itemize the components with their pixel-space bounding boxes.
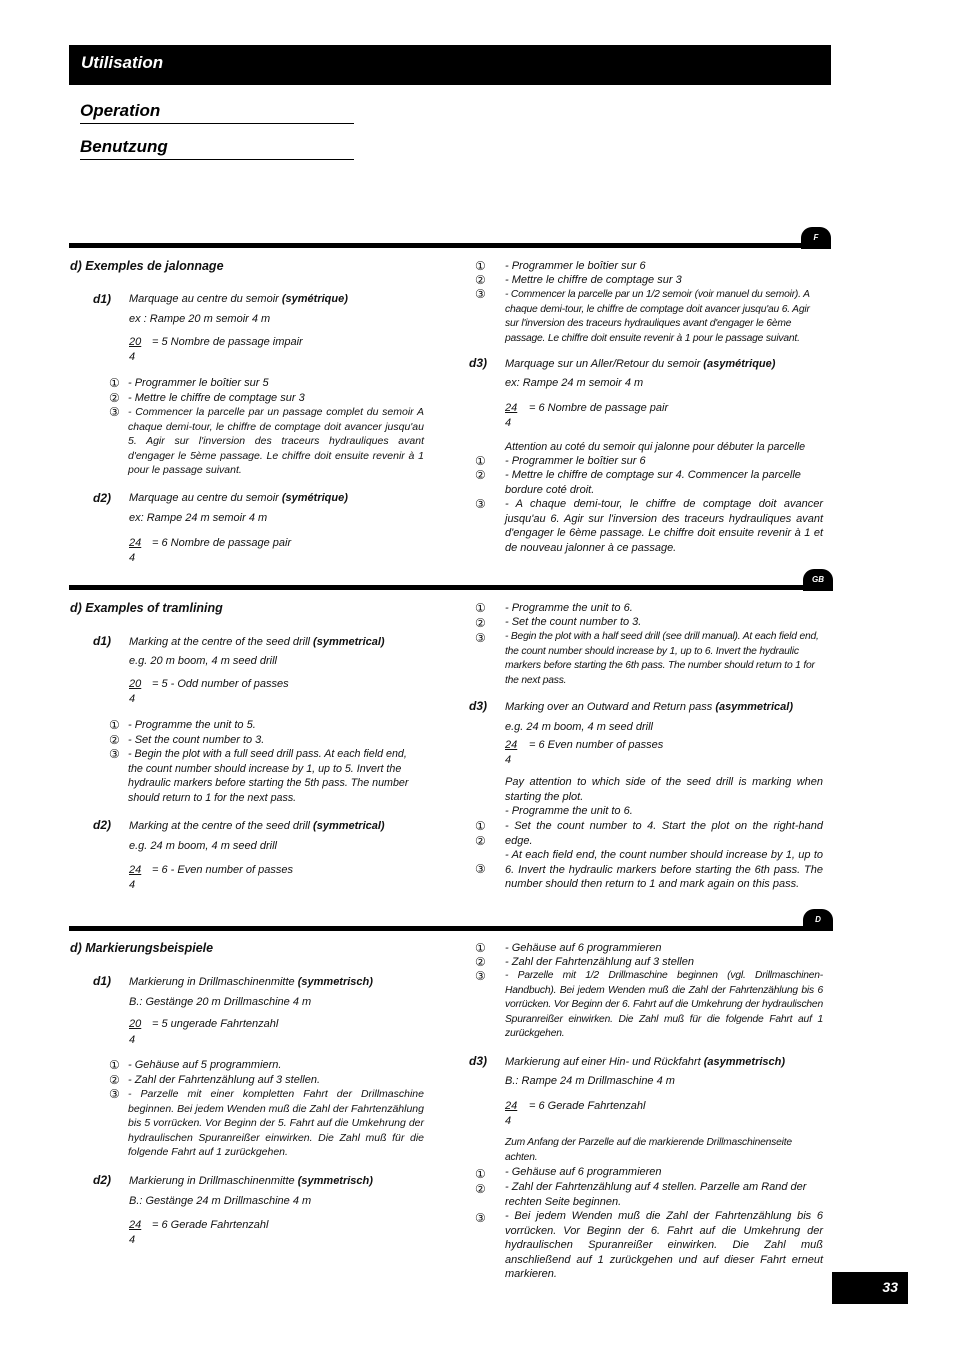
step-marker-2: ②: [475, 955, 486, 969]
d3-note-gb: Pay attention to which side of the seed drill is marking when starting the plot.: [505, 776, 823, 803]
d2-denominator-gb: 4: [129, 879, 136, 891]
d1-example-fr: ex : Rampe 20 m semoir 4 m: [129, 313, 271, 325]
d1-numerator-fr: 20: [129, 336, 142, 348]
d3-bold: (asymmetrisch): [703, 1056, 786, 1068]
d2-step1-fr: - Programmer le boîtier sur 6: [505, 260, 646, 272]
d3-step3-de: - Bei jedem Wenden muß die Zahl der Fahrtenzählung bis 6 vorrücken. Vor Beginn der 6. Fahrt auf die Umkehrung der hydraulischen Spuranreißer einwirken. Die Zahl muß anschließend auf 1 zurückgehen und auf dieser Fahrt erneut markieren.: [505, 1210, 823, 1280]
step-marker-2: ②: [109, 391, 120, 405]
d3-text: Marking over an Outward and Return pass: [505, 701, 716, 713]
d1-step1-fr: - Programmer le boîtier sur 5: [128, 377, 269, 389]
d2-text: Markierung in Drillmaschinenmitte: [129, 1175, 298, 1187]
d2-numerator-fr: 24: [129, 537, 142, 549]
d2-text: Marking at the centre of the seed drill: [129, 820, 314, 832]
d1-example-gb: e.g. 20 m boom, 4 m seed drill: [129, 655, 277, 667]
section-divider-d: [69, 926, 831, 931]
step-marker-2: ②: [109, 1073, 120, 1087]
d1-step3-gb: - Begin the plot with a full seed drill pass. At each field end, the count number should increase by 1, up to 5. Invert the hydraulic markers before starting the 5th pass. The number should return to 1 for the next pass.: [128, 748, 409, 804]
d3-bold: (asymmetrical): [715, 701, 793, 713]
d1-step3-fr: - Commencer la parcelle par un passage complet du semoir A chaque demi-tour, le chiffre de comptage doit avancer jusqu'au 5. Agir sur l'inversion des traceurs hydrauliques avant d'engager le 5ème passage. Le chiffre doit ensuite revenir à 1 pour le passage suivant.: [128, 406, 424, 476]
section-title-de: d) Markierungsbeispiele: [70, 941, 214, 955]
d1-step1-gb: - Programme the unit to 5.: [128, 719, 256, 731]
d2-result-gb: = 6 - Even number of passes: [152, 864, 293, 876]
step-marker-1: ①: [475, 819, 486, 833]
d2-example-fr: ex: Rampe 24 m semoir 4 m: [129, 512, 268, 524]
d1-step2-gb: - Set the count number to 3.: [128, 734, 265, 746]
step-marker-1: ①: [109, 718, 120, 732]
step-marker-1: ①: [475, 259, 486, 273]
language-tab-d: D: [803, 909, 833, 931]
d1-bold: (symmetrisch): [297, 976, 373, 988]
d3-example-fr: ex: Rampe 24 m semoir 4 m: [505, 377, 644, 389]
d3-step2-gb: - At each field end, the count number should increase by 1, up to 6. Invert the hydraulic markers before starting the 6th pass. The number should then return to 1 and mark again on this pass.: [505, 849, 823, 890]
step-marker-2: ②: [475, 273, 486, 287]
d3-heading-fr: [505, 357, 775, 372]
step-marker-3: ③: [475, 1211, 486, 1225]
d2-denominator-fr: 4: [129, 552, 136, 564]
d3-step1-gb: - Set the count number to 4. Start the plot on the right-hand edge.: [505, 820, 823, 847]
d2-step2-de: - Zahl der Fahrtenzählung auf 3 stellen: [505, 956, 694, 968]
step-marker-2: ②: [109, 733, 120, 747]
d2-numerator-gb: 24: [129, 864, 142, 876]
d2-step3-fr: - Commencer la parcelle par un 1/2 semoir (voir manuel du semoir). A chaque demi-tour, le chiffre de comptage doit avancer jusqu'au 6. Agir sur l'inversion des traceurs hydrauliques avant d'engager le 6ème passage. Le chiffre doit ensuite revenir à 1 pour le passage suivant.: [505, 289, 810, 344]
step-marker-2: ②: [475, 616, 486, 630]
step-marker-1: ①: [475, 601, 486, 615]
d1-step2-fr: - Mettre le chiffre de comptage sur 3: [128, 392, 305, 404]
d2-bold: (symétrique): [281, 492, 348, 504]
step-marker-3: ③: [109, 1087, 120, 1101]
step-marker-1: ①: [109, 376, 120, 390]
d3-result-fr: = 6 Nombre de passage pair: [529, 402, 669, 414]
d1-step2-de: - Zahl der Fahrtenzählung auf 3 stellen.: [128, 1074, 321, 1086]
d2-heading-de: [129, 1174, 373, 1189]
d2-step3-gb: - Begin the plot with a half seed drill (see drill manual). At each field end, the count number should increase by 1, up to 6. Invert the hydraulic markers before starting the 6th pass. The number should return to 1 for the next pass.: [505, 631, 819, 686]
d1-label-fr: d1): [93, 292, 111, 306]
d1-label-gb: d1): [93, 634, 111, 648]
step-marker-2: ②: [475, 468, 486, 482]
d1-numerator-de: 20: [129, 1018, 142, 1030]
d3-numerator-fr: 24: [505, 402, 518, 414]
d3-step2-de: - Zahl der Fahrtenzählung auf 4 stellen. Parzelle am Rand der rechten Seite beginnen.: [505, 1181, 807, 1208]
d3-label-de: d3): [469, 1054, 487, 1068]
page-number: 33: [832, 1272, 908, 1304]
header-bar: [69, 45, 831, 85]
step-marker-2: ②: [475, 1182, 486, 1196]
section-title-gb: d) Examples of tramlining: [70, 601, 223, 615]
d3-bold: (asymétrique): [703, 358, 776, 370]
d3-numerator-de: 24: [505, 1100, 518, 1112]
step-marker-3: ③: [475, 497, 486, 511]
d1-text: Marking at the centre of the seed drill: [129, 636, 314, 648]
d1-heading-fr: [129, 292, 348, 307]
d3-note-de: Zum Anfang der Parzelle auf die markierende Drillmaschinenseite achten.: [505, 1137, 792, 1163]
d3-text: Markierung auf einer Hin- und Rückfahrt: [505, 1056, 704, 1068]
language-tab-f: F: [801, 227, 831, 249]
step-marker-3: ③: [109, 747, 120, 761]
d1-numerator-gb: 20: [129, 678, 142, 690]
d3-label-fr: d3): [469, 356, 487, 370]
d3-result-gb: = 6 Even number of passes: [529, 739, 664, 751]
d1-step1-de: - Gehäuse auf 5 programmiern.: [128, 1059, 282, 1071]
d1-denominator-de: 4: [129, 1034, 136, 1046]
d2-label-de: d2): [93, 1173, 111, 1187]
d3-step0-gb: - Programme the unit to 6.: [505, 805, 633, 817]
d2-result-de: = 6 Gerade Fahrtenzahl: [152, 1219, 269, 1231]
d1-bold: (symmetrical): [313, 636, 385, 648]
d2-example-de: B.: Gestänge 24 m Drillmaschine 4 m: [129, 1195, 312, 1207]
d3-text: Marquage sur un Aller/Retour du semoir: [505, 358, 704, 370]
d3-result-de: = 6 Gerade Fahrtenzahl: [529, 1100, 646, 1112]
d3-example-de: B.: Rampe 24 m Drillmaschine 4 m: [505, 1075, 675, 1087]
d2-label-gb: d2): [93, 818, 111, 832]
d2-heading-fr: [129, 491, 348, 506]
d3-numerator-gb: 24: [505, 739, 518, 751]
step-marker-3: ③: [475, 287, 486, 301]
d2-bold: (symmetrical): [313, 820, 385, 832]
d3-heading-de: [505, 1055, 785, 1070]
subtitle-operation: Operation: [80, 101, 354, 124]
d3-step2-fr: - Mettre le chiffre de comptage sur 4. Commencer la parcelle bordure coté droit.: [505, 469, 801, 496]
d2-label-fr: d2): [93, 491, 111, 505]
d3-example-gb: e.g. 24 m boom, 4 m seed drill: [505, 721, 653, 733]
d1-denominator-fr: 4: [129, 351, 136, 363]
d1-example-de: B.: Gestänge 20 m Drillmaschine 4 m: [129, 996, 312, 1008]
d3-step1-de: - Gehäuse auf 6 programmieren: [505, 1166, 662, 1178]
d2-step2-fr: - Mettre le chiffre de comptage sur 3: [505, 274, 682, 286]
d1-denominator-gb: 4: [129, 693, 136, 705]
d3-note-fr: Attention au coté du semoir qui jalonne pour débuter la parcelle: [505, 441, 806, 453]
section-divider-f: [69, 243, 831, 248]
d1-label-de: d1): [93, 974, 111, 988]
d2-example-gb: e.g. 24 m boom, 4 m seed drill: [129, 840, 277, 852]
d2-text: Marquage au centre du semoir: [129, 492, 282, 504]
step-marker-2: ②: [475, 834, 486, 848]
step-marker-3: ③: [475, 631, 486, 645]
d3-denominator-gb: 4: [505, 754, 512, 766]
d2-step1-gb: - Programme the unit to 6.: [505, 602, 633, 614]
d3-label-gb: d3): [469, 699, 487, 713]
language-tab-gb: GB: [803, 569, 833, 591]
section-divider-gb: [69, 585, 831, 590]
d2-numerator-de: 24: [129, 1219, 142, 1231]
d1-heading-gb: [129, 635, 385, 650]
d3-heading-gb: [505, 700, 793, 715]
d2-heading-gb: [129, 819, 385, 834]
step-marker-3: ③: [475, 969, 486, 983]
step-marker-1: ①: [475, 454, 486, 468]
d2-denominator-de: 4: [129, 1234, 136, 1246]
subtitle-benutzung: Benutzung: [80, 137, 354, 160]
section-title-fr: d) Exemples de jalonnage: [70, 259, 224, 273]
d1-bold: (symétrique): [281, 293, 348, 305]
d1-result-fr: = 5 Nombre de passage impair: [152, 336, 303, 348]
d1-step3-de: - Parzelle mit einer kompletten Fahrt der Drillmaschine beginnen. Bei jedem Wenden muß die Zahl der Fahrtenzählung bis 5 vorrücken. Vor Beginn der 5. Fahrt auf die Umkehrung der hydraulischen Spuranreißer einwirken. Die Zahl muß für die folgende Fahrt auf 1 zurückgehen.: [128, 1088, 424, 1158]
step-marker-1: ①: [475, 1167, 486, 1181]
d2-bold: (symmetrisch): [297, 1175, 373, 1187]
d3-step3-fr: - A chaque demi-tour, le chiffre de comptage doit avancer jusqu'au 6. Agir sur l'inversion des traceurs hydrauliques avant d'engager le 6ème passage. Le chiffre doit ensuite revenir à 1 et de nouveau jalonner à ce passage.: [505, 498, 823, 554]
step-marker-3: ③: [475, 862, 486, 876]
d2-step1-de: - Gehäuse auf 6 programmieren: [505, 942, 662, 954]
d1-result-gb: = 5 - Odd number of passes: [152, 678, 289, 690]
page-title: Utilisation: [81, 53, 164, 72]
d2-result-fr: = 6 Nombre de passage pair: [152, 537, 292, 549]
d3-denominator-de: 4: [505, 1115, 512, 1127]
d1-heading-de: [129, 975, 373, 990]
d1-text: Markierung in Drillmaschinenmitte: [129, 976, 298, 988]
d3-denominator-fr: 4: [505, 417, 512, 429]
d3-step1-fr: - Programmer le boîtier sur 6: [505, 455, 646, 467]
d2-step2-gb: - Set the count number to 3.: [505, 616, 642, 628]
step-marker-3: ③: [109, 405, 120, 419]
step-marker-1: ①: [109, 1058, 120, 1072]
d1-result-de: = 5 ungerade Fahrtenzahl: [152, 1018, 279, 1030]
step-marker-1: ①: [475, 941, 486, 955]
d1-text: Marquage au centre du semoir: [129, 293, 282, 305]
d2-step3-de: - Parzelle mit 1/2 Drillmaschine beginnen (vgl. Drillmaschinen-Handbuch). Bei jedem Wenden muß die Zahl der Fahrtenzählung bis 6 vorrücken. Vor Beginn der 6. Fahrt auf die Umkehrung der hydraulischen Spuranreißer einwirken. Die Zahl muß für die folgende Fahrt auf 1 zurückgehen.: [505, 970, 823, 1039]
